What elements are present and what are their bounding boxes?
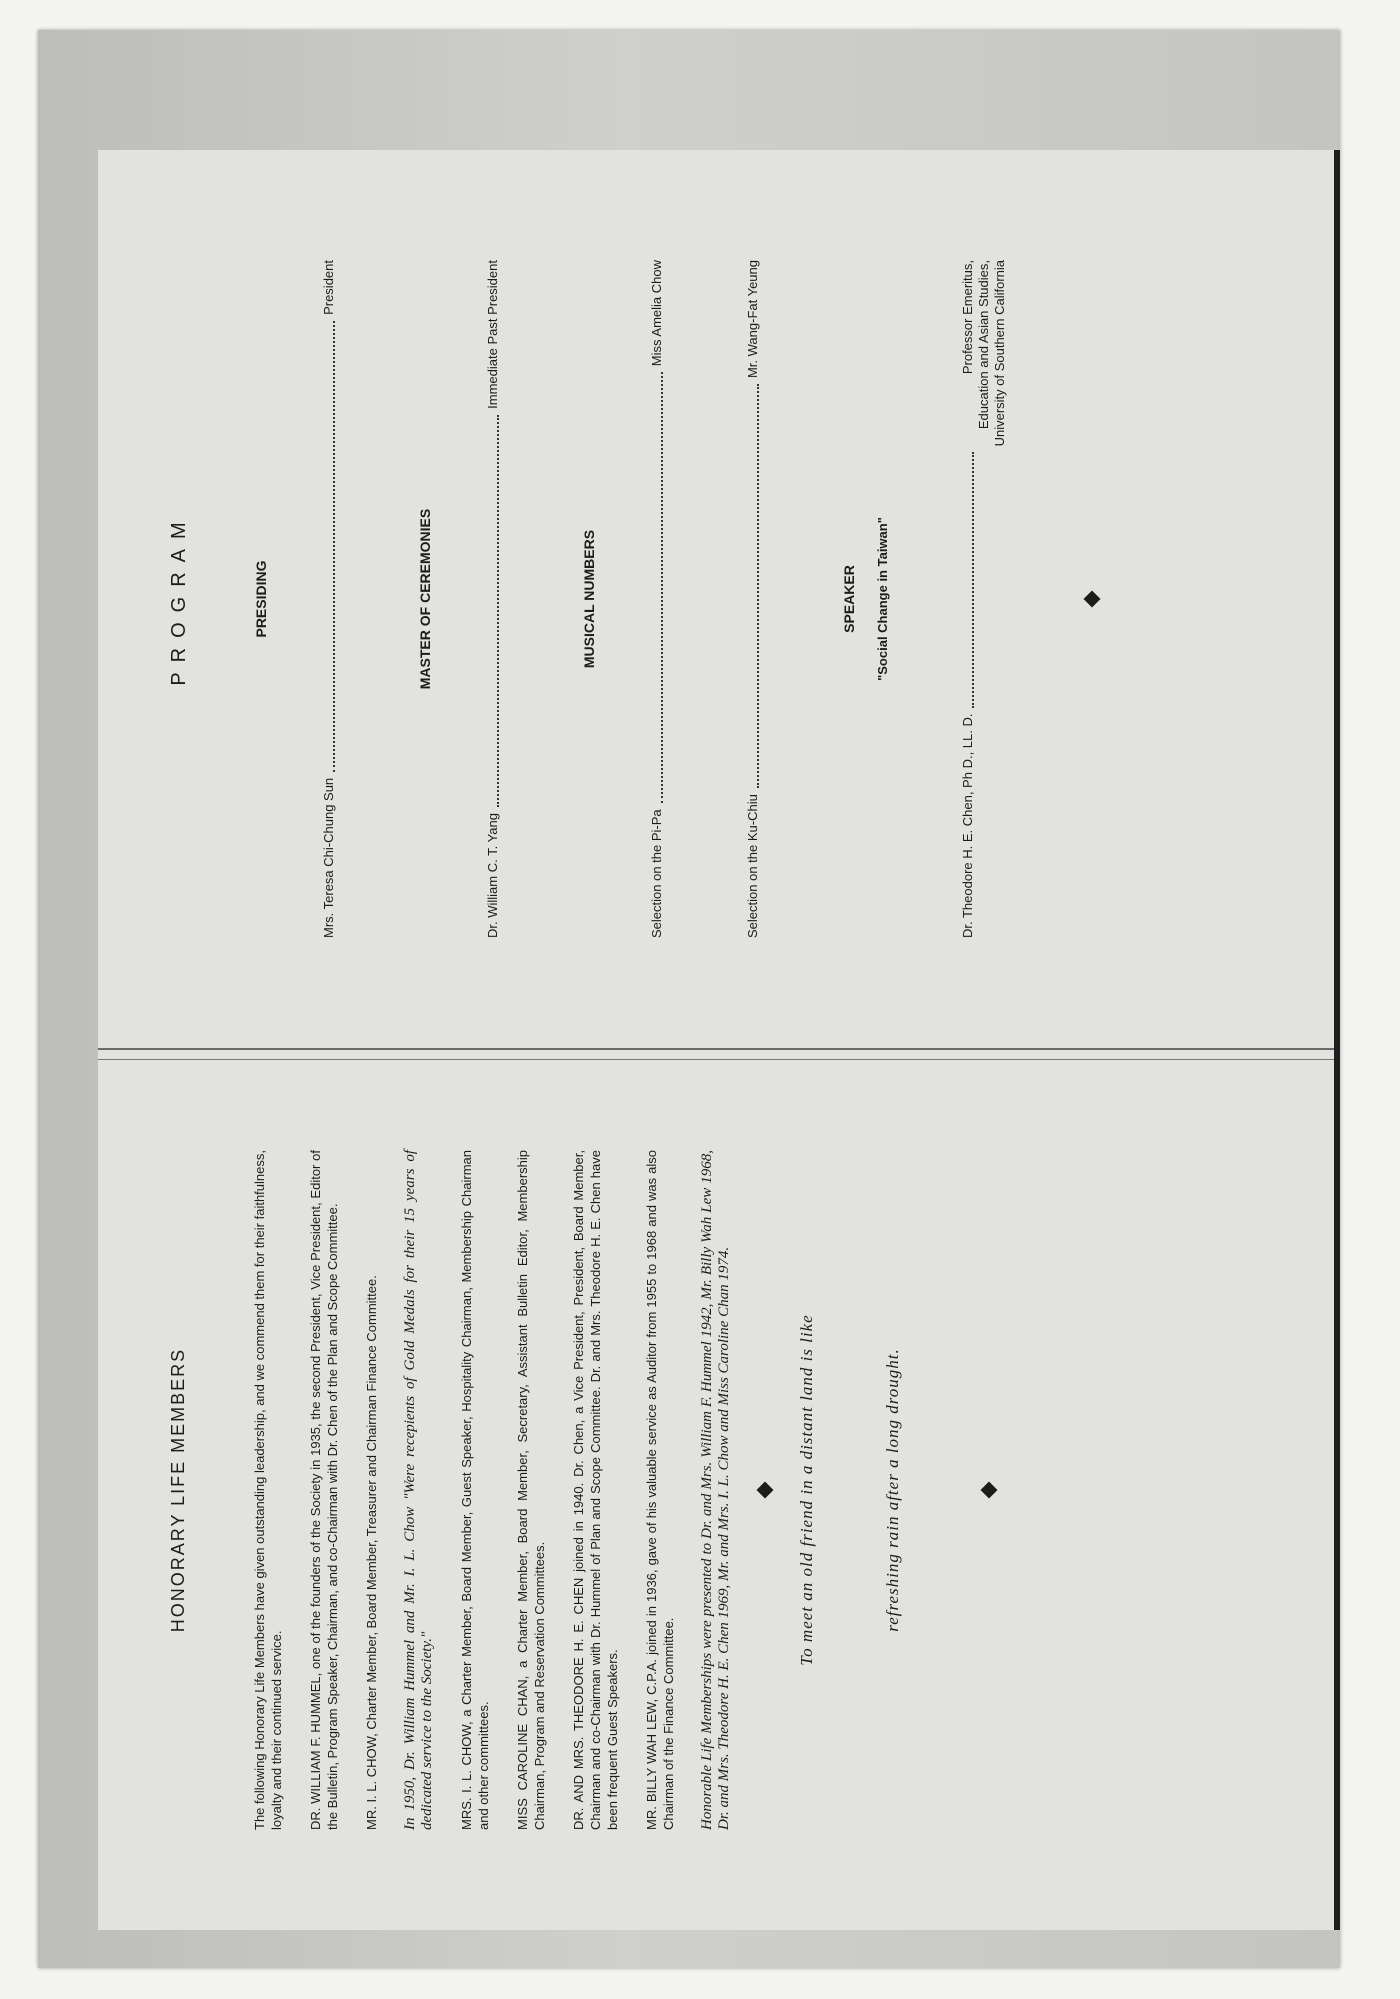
diamond-ornament [757, 1482, 774, 1499]
member-lew: MR. BILLY WAH LEW, C.P.A. joined in 1936, gave of his valuable service as Auditor from 1955 to 1968 and was also Chairman of the Finance Committee. [644, 1150, 676, 1830]
member-chan: MISS CAROLINE CHAN, a Charter Member, Board Member, Secretary, Assistant Bulletin Editor, Membership Chairman, Program and Reservation Committees. [515, 1150, 547, 1830]
music-performer-2: Mr. Wang-Fat Yeung [745, 260, 760, 379]
speaker-role-3: University of Southern California [992, 260, 1007, 447]
speaker-role-1: Professor Emeritus, [960, 260, 975, 375]
gold-medal-note: In 1950, Dr. William Hummel and Mr. I. L. Chow "Were recepients of Gold Medals for their 15 years of dedicated service to the Society." [402, 1150, 435, 1830]
honorary-heading: HONORARY LIFE MEMBERS [168, 1347, 188, 1633]
leader-dots [321, 321, 335, 772]
leader-dots [649, 372, 663, 803]
member-hummel: DR. WILLIAM F. HUMMEL, one of the founders of the Society in 1935, the second President, Vice President, Editor of the Bulletin, Program Speaker, Chairman, and co-Chairman with Dr. Chen of the Plan and Scope Committee. [308, 1150, 340, 1830]
music-row-1 [649, 260, 667, 938]
fold-line [98, 1059, 1340, 1060]
speaker-row [960, 260, 1008, 938]
program-panel [98, 150, 1340, 1050]
presiding-name: Mrs. Teresa Chi-Chung Sun [321, 777, 336, 938]
music-heading: MUSICAL NUMBERS [581, 529, 597, 669]
honorary-intro: The following Honorary Life Members have given outstanding leadership, and we commend them for their faithfulness, loyalty and their continued service. [252, 1150, 284, 1830]
presiding-row [321, 260, 339, 938]
music-piece-1: Selection on the Pi-Pa [649, 809, 664, 938]
speaker-name: Dr. Theodore H. E. Chen, Ph D., LL. D. [960, 713, 975, 938]
speech-title: "Social Change in Taiwan" [875, 517, 890, 681]
photograph-frame [38, 30, 1340, 1968]
honorary-members-panel [98, 1050, 1340, 1930]
leader-dots [485, 415, 499, 807]
program-title: PROGRAM [168, 512, 190, 686]
leader-dots [745, 384, 759, 788]
quote-line-1: To meet an old friend in a distant land is like [797, 1314, 816, 1666]
quote-line-2: refreshing rain after a long drought. [883, 1348, 902, 1632]
mc-heading: MASTER OF CEREMONIES [417, 508, 433, 690]
awards-note: Honorable Life Memberships were presented to Dr. and Mrs. William F. Hummel 1942, Mr. Billy Wah Lew 1968, Dr. and Mrs. Theodore H. E. Chen 1969, Mr. and Mrs. I. L. Chow and Miss Caroline Chan 1974. [699, 1150, 732, 1830]
mc-row [485, 260, 503, 938]
diamond-ornament [1084, 591, 1101, 608]
member-chen: DR. AND MRS. THEODORE H. E. CHEN joined in 1940. Dr. Chen, a Vice President, President, Board Member, Chairman and co-Chairman with Dr. Hummel of Plan and Scope Committee. Dr. and Mrs. Theodore H. E. Chen have been frequent Guest Speakers. [571, 1150, 620, 1830]
speaker-heading: SPEAKER [841, 565, 857, 633]
member-mr-chow: MR. I. L. CHOW, Charter Member, Board Member, Treasurer and Chairman Finance Committee. [364, 1275, 379, 1830]
leader-dots [960, 452, 974, 707]
music-piece-2: Selection on the Ku-Chiu [745, 794, 760, 938]
music-performer-1: Miss Amelia Chow [649, 260, 664, 367]
presiding-heading: PRESIDING [253, 560, 269, 638]
diamond-ornament [981, 1482, 998, 1499]
speaker-role-2: Education and Asian Studies, [976, 260, 991, 430]
mc-name: Dr. William C. T. Yang [485, 813, 500, 938]
program-sheet [98, 150, 1340, 1930]
member-mrs-chow: MRS. I. L. CHOW, a Charter Member, Board Member, Guest Speaker, Hospitality Chairman, Membership Chairman and other committees. [459, 1150, 491, 1830]
presiding-role: President [321, 260, 336, 315]
music-row-2 [745, 260, 763, 938]
top-edge-bar [1334, 150, 1340, 1930]
mc-role: Immediate Past President [485, 260, 500, 409]
speaker-roles [960, 260, 1008, 446]
